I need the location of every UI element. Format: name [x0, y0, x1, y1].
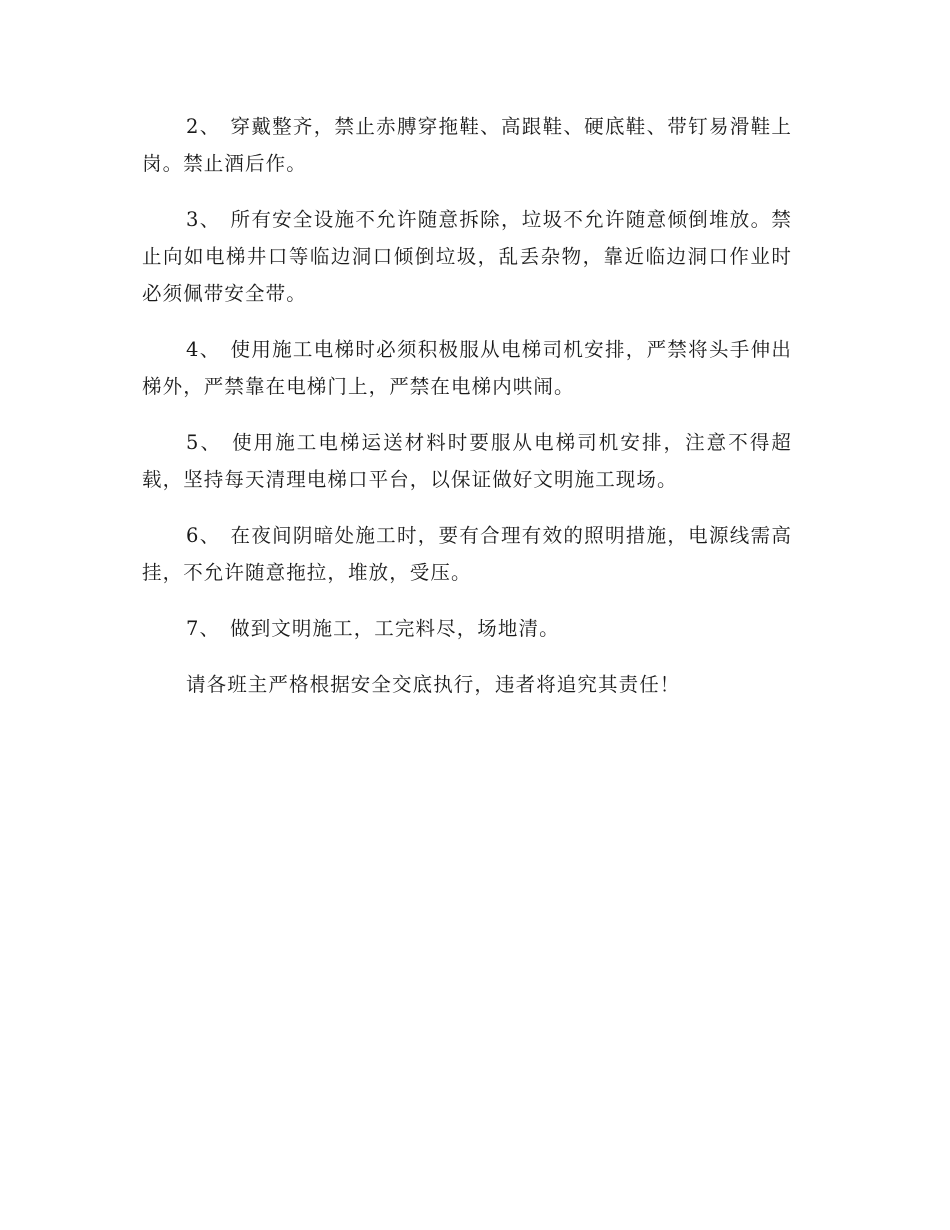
rule-item-2 — [142, 108, 792, 182]
rule-item-3 — [142, 201, 792, 312]
rule-text: 所有安全设施不允许随意拆除，垃圾不允许随意倾倒堆放。禁止向如电梯井口等临边洞口倾倒垃圾，乱丢杂物，靠近临边洞口作业时必须佩带安全带。 — [142, 208, 792, 305]
closing-statement: 请各班主严格根据安全交底执行，违者将追究其责任！ — [186, 673, 681, 696]
rule-text: 使用施工电梯时必须积极服从电梯司机安排，严禁将头手伸出梯外，严禁靠在电梯门上，严禁在电梯内哄闹。 — [142, 338, 792, 398]
rule-number: 4、 — [186, 338, 221, 361]
rule-text: 在夜间阴暗处施工时，要有合理有效的照明措施，电源线需高挂，不允许随意拖拉，堆放，受压。 — [142, 524, 792, 584]
rule-number: 5、 — [186, 431, 223, 454]
rule-text: 做到文明施工，工完料尽，场地清。 — [230, 617, 560, 640]
rule-item-5 — [142, 424, 792, 498]
rule-text: 穿戴整齐，禁止赤膊穿拖鞋、高跟鞋、硬底鞋、带钉易滑鞋上岗。禁止酒后作。 — [142, 115, 792, 175]
rule-item-4 — [142, 331, 792, 405]
rule-text: 使用施工电梯运送材料时要服从电梯司机安排，注意不得超载，坚持每天清理电梯口平台，以保证做好文明施工现场。 — [142, 431, 792, 491]
rule-number: 2、 — [186, 115, 221, 138]
rule-item-6 — [142, 517, 792, 591]
rule-item-7 — [142, 610, 792, 647]
rule-number: 7、 — [186, 617, 221, 640]
rule-number: 6、 — [186, 524, 221, 547]
rule-number: 3、 — [186, 208, 221, 231]
document-page — [142, 108, 792, 722]
